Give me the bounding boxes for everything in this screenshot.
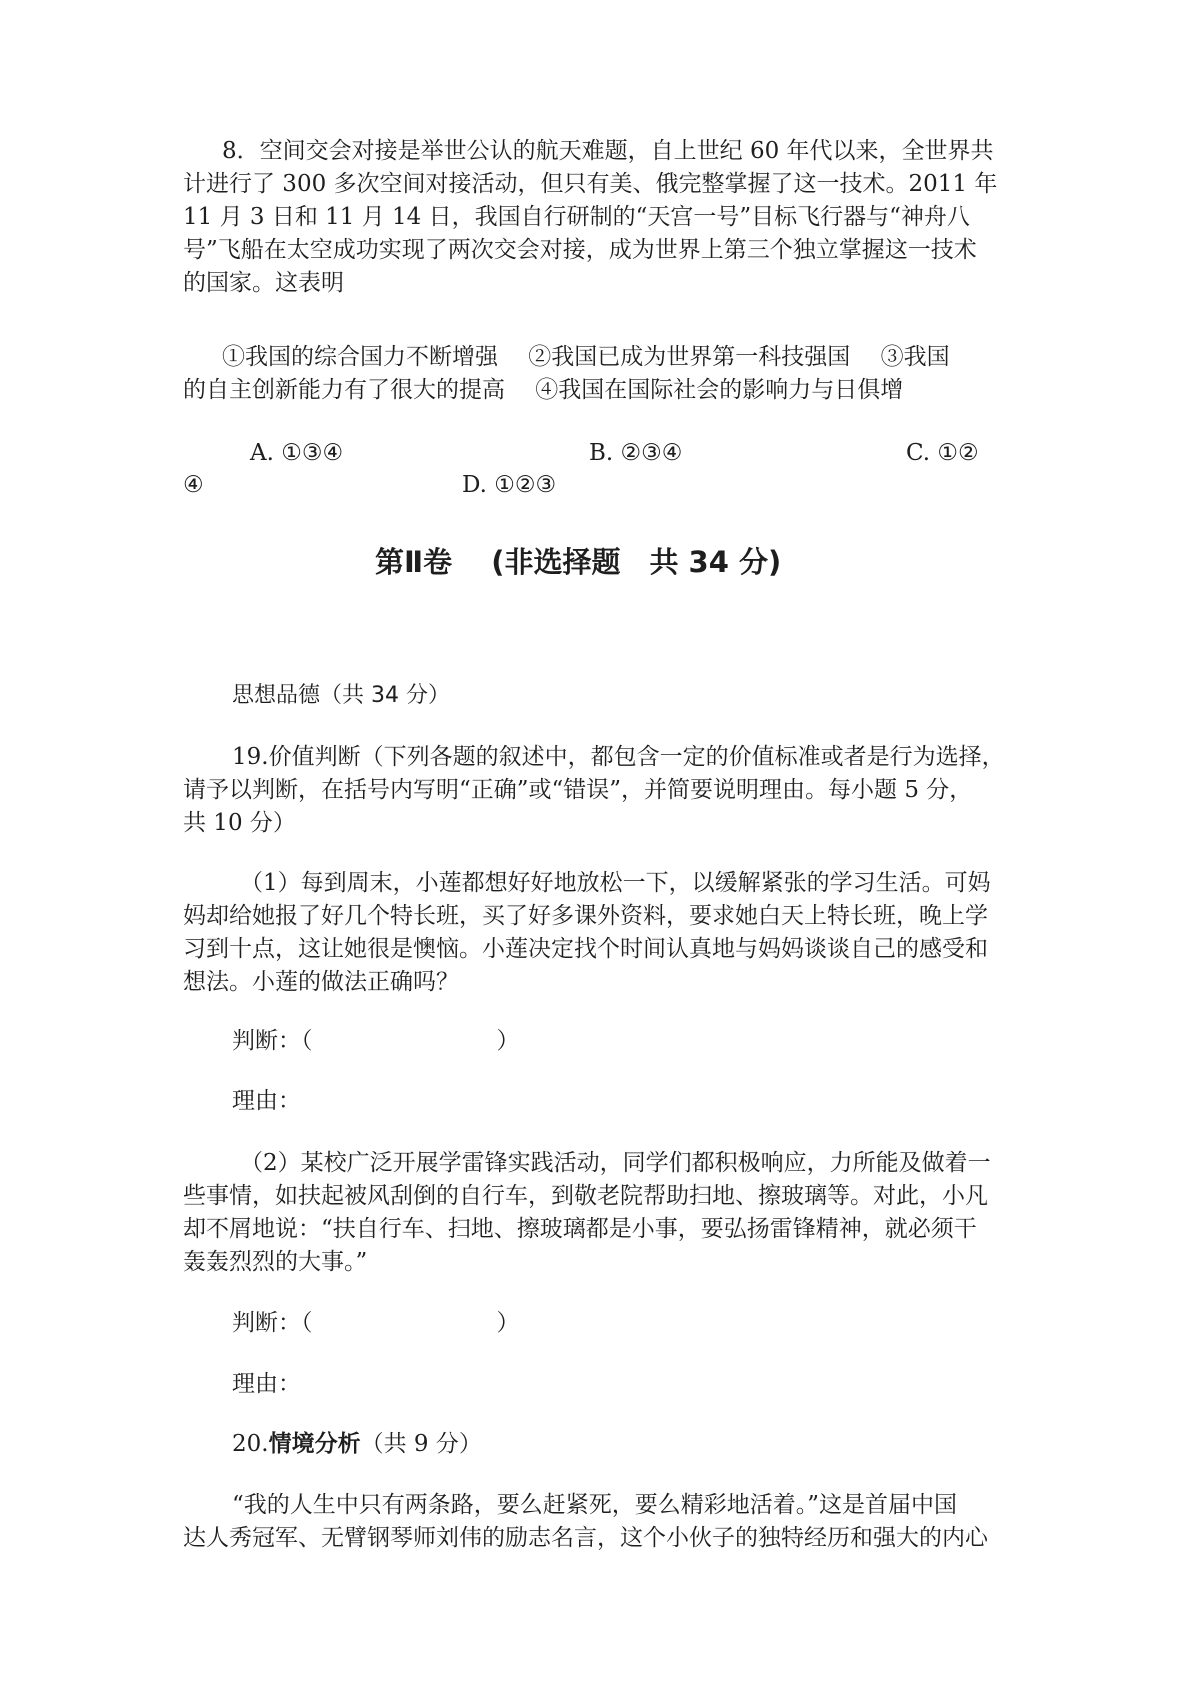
q19-sub1-line-1: （1）每到周末，小莲都想好好地放松一下，以缓解紧张的学习生活。可妈 <box>240 870 991 896</box>
q8-line-2: 计进行了 300 多次空间对接活动，但只有美、俄完整掌握了这一技术。2011 年 <box>183 171 998 197</box>
q19-line-2: 请予以判断，在括号内写明“正确”或“错误”，并简要说明理由。每小题 5 分， <box>183 777 973 803</box>
q19-reason-1: 理由： <box>232 1088 301 1114</box>
q8-option-a: A. ①③④ <box>250 440 344 466</box>
q19-sub2-line-1: （2）某校广泛开展学雷锋实践活动，同学们都积极响应，力所能及做着一 <box>240 1150 991 1176</box>
q8-statements-line-2: 的自主创新能力有了很大的提高 ④我国在国际社会的影响力与日俱增 <box>183 377 904 403</box>
q19-sub1-line-2: 妈却给她报了好几个特长班，买了好多课外资料，要求她白天上特长班，晚上学 <box>183 903 988 929</box>
q20-heading-label: 情境分析 <box>268 1431 361 1457</box>
q8-line-3: 11 月 3 日和 11 月 14 日，我国自行研制的“天宫一号”目标飞行器与“神舟八 <box>183 204 970 230</box>
q20-line-2: 达人秀冠军、无臂钢琴师刘伟的励志名言，这个小伙子的独特经历和强大的内心 <box>183 1525 988 1551</box>
q19-judge-2: 判断：（ ） <box>232 1310 520 1336</box>
q20-heading-score: （共 9 分） <box>360 1431 482 1457</box>
q19-judge-1: 判断：（ ） <box>232 1028 520 1054</box>
q20-line-1: “我的人生中只有两条路，要么赶紧死，要么精彩地活着。”这是首届中国 <box>232 1492 958 1518</box>
part-2-title: 第Ⅱ卷 (非选择题 共 34 分) <box>375 545 782 579</box>
q19-sub1-line-4: 想法。小莲的做法正确吗？ <box>183 969 459 995</box>
q19-reason-2: 理由： <box>232 1371 301 1397</box>
q19-sub2-line-3: 却不屑地说：“扶自行车、扫地、擦玻璃都是小事，要弘扬雷锋精神，就必须干 <box>183 1216 977 1242</box>
q8-option-c: C. ①② <box>906 440 979 466</box>
q20-number: 20. <box>232 1431 269 1457</box>
q20-heading <box>232 1427 482 1461</box>
q8-line-5: 的国家。这表明 <box>183 270 344 296</box>
q19-sub2-line-4: 轰轰烈烈的大事。” <box>183 1249 368 1275</box>
q19-line-1: 19.价值判断（下列各题的叙述中，都包含一定的价值标准或者是行为选择， <box>232 744 1005 770</box>
q8-statements-line-1: ①我国的综合国力不断增强 ②我国已成为世界第一科技强国 ③我国 <box>222 344 950 370</box>
q19-sub1-line-3: 习到十点，这让她很是懊恼。小莲决定找个时间认真地与妈妈谈谈自己的感受和 <box>183 936 988 962</box>
q8-option-c-wrap: ④ <box>183 472 204 498</box>
q8-line-4: 号”飞船在太空成功实现了两次交会对接，成为世界上第三个独立掌握这一技术 <box>183 237 977 263</box>
section-title: 思想品德（共 34 分） <box>232 683 450 708</box>
q8-line-1: 8．空间交会对接是举世公认的航天难题，自上世纪 60 年代以来，全世界共 <box>222 138 994 164</box>
q8-option-b: B. ②③④ <box>589 440 683 466</box>
q8-option-d: D. ①②③ <box>462 472 557 498</box>
q19-sub2-line-2: 些事情，如扶起被风刮倒的自行车，到敬老院帮助扫地、擦玻璃等。对此，小凡 <box>183 1183 988 1209</box>
q19-line-3: 共 10 分） <box>183 810 296 836</box>
